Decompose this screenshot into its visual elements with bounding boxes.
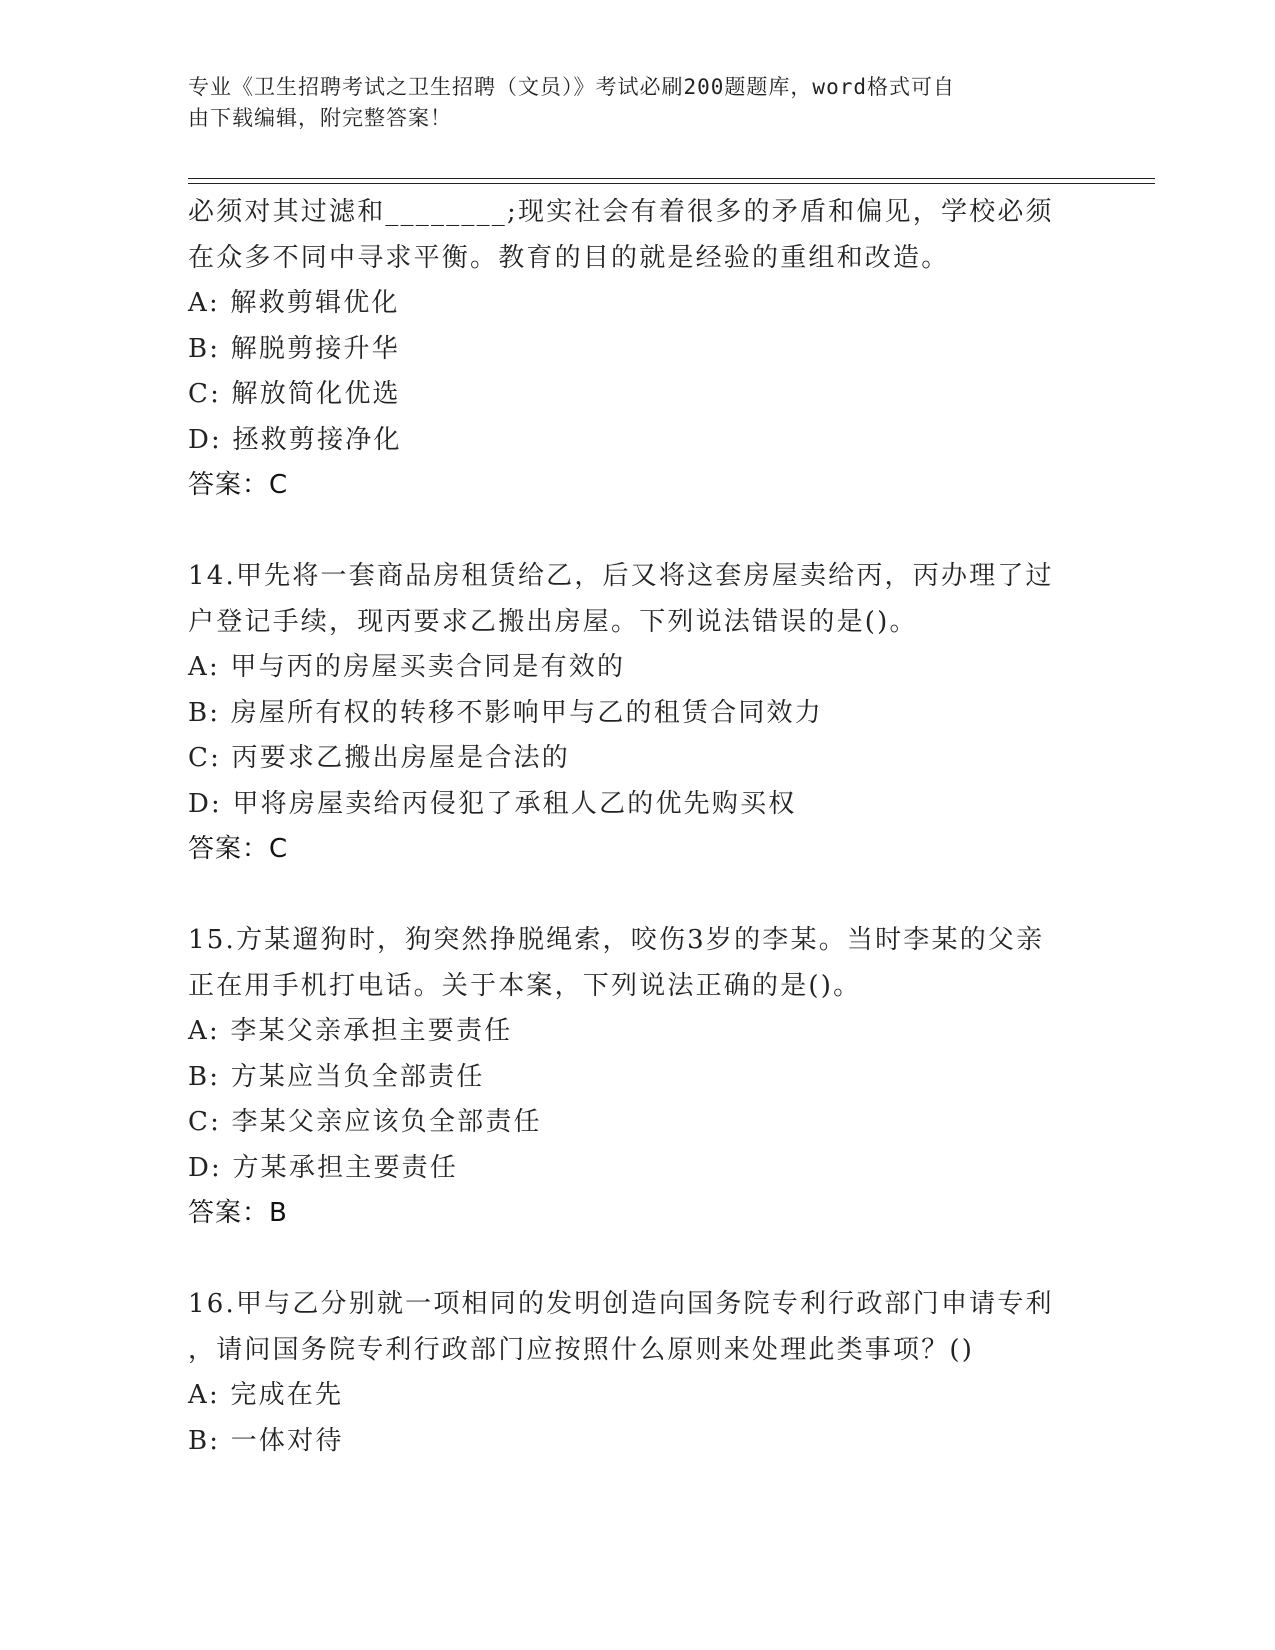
document-header [188, 72, 1088, 134]
question-15 [188, 918, 1148, 1237]
spacer [188, 873, 1148, 919]
option-b: B: 一体对待 [188, 1425, 344, 1456]
question-text-line: 在众多不同中寻求平衡。教育的目的就是经验的重组和改造。 [188, 242, 950, 273]
question-text-line: 14.甲先将一套商品房租赁给乙，后又将这套房屋卖给丙，丙办理了过 [188, 561, 1054, 591]
header-line-1: 专业《卫生招聘考试之卫生招聘（文员）》考试必刷200题题库，word格式可自 [188, 75, 955, 99]
document-body [188, 190, 1148, 1464]
spacer [188, 1237, 1148, 1283]
question-text-line: 户登记手续，现丙要求乙搬出房屋。下列说法错误的是()。 [188, 606, 918, 637]
header-divider-top [188, 178, 1155, 179]
option-a: A: 解救剪辑优化 [188, 288, 400, 318]
option-d: D: 甲将房屋卖给丙侵犯了承租人乙的优先购买权 [188, 788, 797, 819]
question-text-line: 正在用手机打电话。关于本案，下列说法正确的是()。 [188, 970, 862, 1001]
question-text-line: ，请问国务院专利行政部门应按照什么原则来处理此类事项？() [188, 1334, 975, 1365]
question-text-line: 15.方某遛狗时，狗突然挣脱绳索，咬伤3岁的李某。当时李某的父亲 [188, 925, 1045, 955]
question-text-line: 16.甲与乙分别就一项相同的发明创造向国务院专利行政部门申请专利 [188, 1289, 1054, 1319]
option-c: C: 丙要求乙搬出房屋是合法的 [188, 743, 570, 773]
answer-label: 答案：B [188, 1198, 288, 1228]
question-14 [188, 554, 1148, 873]
question-fragment [188, 190, 1148, 509]
option-a: A: 李某父亲承担主要责任 [188, 1016, 513, 1046]
option-c: C: 李某父亲应该负全部责任 [188, 1107, 542, 1137]
spacer [188, 509, 1148, 555]
question-16 [188, 1282, 1148, 1464]
option-c: C: 解放简化优选 [188, 379, 401, 409]
option-a: A: 完成在先 [188, 1380, 344, 1410]
option-d: D: 方某承担主要责任 [188, 1152, 459, 1183]
header-divider-bottom [188, 183, 1155, 184]
question-text-line: 必须对其过滤和________;现实社会有着很多的矛盾和偏见，学校必须 [188, 197, 1054, 227]
answer-label: 答案：C [188, 834, 289, 864]
option-b: B: 房屋所有权的转移不影响甲与乙的租赁合同效力 [188, 697, 823, 728]
option-a: A: 甲与丙的房屋买卖合同是有效的 [188, 652, 626, 682]
answer-label: 答案：C [188, 470, 289, 500]
header-line-2: 由下载编辑，附完整答案！ [188, 106, 452, 130]
option-b: B: 解脱剪接升华 [188, 333, 400, 364]
option-b: B: 方某应当负全部责任 [188, 1061, 485, 1092]
option-d: D: 拯救剪接净化 [188, 424, 402, 455]
